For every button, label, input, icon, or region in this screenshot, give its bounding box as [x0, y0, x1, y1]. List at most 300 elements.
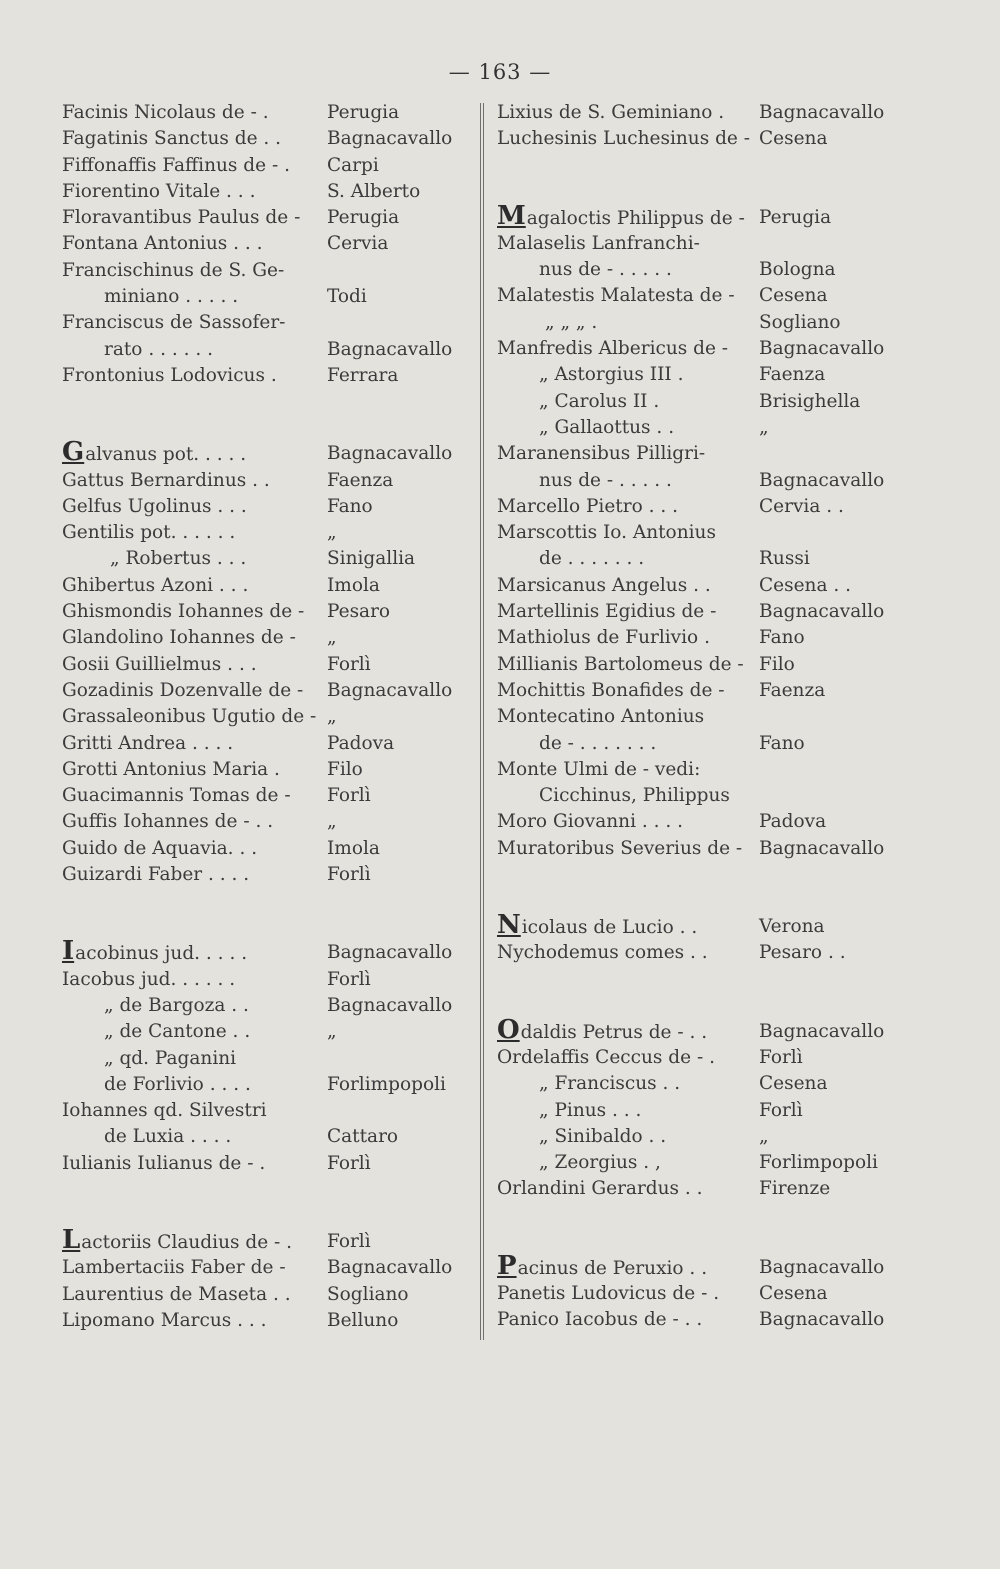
entry-name	[62, 258, 284, 284]
index-entry	[497, 126, 927, 152]
entry-name-text: Gentilis pot. . . . . .	[62, 522, 236, 544]
index-entry	[497, 231, 927, 257]
entry-place: Forlimpopoli	[759, 1152, 878, 1174]
entry-name-text: Gosii Guillielmus . . .	[62, 653, 257, 675]
entry-name-text: Fontana Antonius . . .	[62, 233, 263, 255]
entry-name	[497, 757, 700, 783]
entry-name-text: Moro Giovanni . . . .	[497, 811, 684, 833]
entry-name	[62, 1224, 293, 1256]
entry-place: Forlì	[327, 968, 371, 990]
decorative-initial: L	[62, 1224, 81, 1255]
entry-place: Bagnacavallo	[327, 679, 453, 701]
entry-name	[497, 573, 711, 599]
letter-section	[497, 1014, 927, 1203]
index-entry	[497, 1071, 927, 1097]
index-entry	[497, 940, 927, 966]
entry-name-text: Malaselis Lanfranchi-	[497, 232, 700, 254]
entry-name	[497, 494, 678, 520]
index-entry	[62, 126, 472, 152]
index-entry	[62, 100, 472, 126]
index-entry	[62, 1255, 472, 1281]
entry-name	[104, 1046, 236, 1072]
entry-place: Bagnacavallo	[327, 1257, 453, 1279]
entry-place: Cervia . .	[759, 495, 844, 517]
entry-name-text: Frontonius Lodovicus .	[62, 364, 277, 386]
entry-name-text: Cicchinus, Philippus	[539, 785, 730, 807]
entry-name	[497, 910, 698, 941]
index-entry	[497, 809, 927, 835]
entry-name	[497, 441, 705, 467]
entry-name-text: Mathiolus de Furlivio .	[497, 627, 710, 649]
entry-name-text: Lambertaciis Faber de -	[62, 1257, 286, 1279]
entry-place: S. Alberto	[327, 180, 421, 202]
entry-name-text: „ Zeorgius . ,	[539, 1152, 661, 1174]
index-entry	[497, 415, 927, 441]
entry-name	[62, 1308, 267, 1334]
index-entry	[62, 1308, 472, 1334]
entry-name-text: Guido de Aquavia. . .	[62, 837, 258, 859]
index-entry	[497, 1045, 927, 1071]
entry-name	[62, 573, 248, 599]
entry-place: Cesena	[759, 1282, 828, 1304]
entry-name	[62, 936, 248, 967]
index-entry	[62, 258, 472, 284]
entry-place: Bologna	[759, 259, 836, 281]
entry-place: Padova	[327, 732, 395, 754]
entry-name-text: Facinis Nicolaus de - .	[62, 102, 269, 123]
index-entry	[497, 783, 927, 809]
entry-place: Forlì	[327, 1152, 371, 1174]
entry-name	[62, 179, 255, 205]
entry-name	[62, 783, 291, 809]
entry-name	[62, 704, 316, 730]
entry-name-text: Panico Iacobus de - . .	[497, 1309, 703, 1331]
entry-place: Perugia	[327, 207, 400, 229]
entry-name	[62, 153, 290, 179]
entry-name	[62, 652, 257, 678]
entry-place: Cervia	[327, 233, 389, 255]
index-entry	[62, 625, 472, 651]
entry-name-text: Ghismondis Iohannes de -	[62, 601, 305, 623]
entry-place: Brisighella	[759, 390, 861, 412]
entry-name-text: Fiorentino Vitale . . .	[62, 180, 256, 202]
entry-name-text: nus de - . . . . .	[539, 259, 672, 281]
entry-name	[497, 1045, 715, 1071]
entry-place: Cesena	[759, 128, 828, 150]
entry-name	[62, 1282, 291, 1308]
entry-place: „	[759, 416, 769, 438]
entry-name-text: actoriis Claudius de - .	[81, 1231, 293, 1253]
index-entry	[497, 310, 927, 336]
index-entry	[62, 179, 472, 205]
index-entry	[62, 731, 472, 757]
entry-name	[62, 731, 233, 757]
entry-name	[62, 836, 257, 862]
entry-name	[104, 993, 249, 1019]
index-entry	[497, 652, 927, 678]
index-entry	[62, 757, 472, 783]
entry-name-text: Gritti Andrea . . . .	[62, 732, 234, 754]
index-entry	[497, 200, 927, 231]
entry-name-text: Marscottis Io. Antonius	[497, 522, 716, 544]
letter-section	[62, 437, 472, 888]
entry-name	[62, 862, 249, 888]
entry-place: Forlì	[759, 1099, 803, 1121]
entry-name	[539, 257, 672, 283]
entry-name	[497, 1281, 719, 1307]
entry-name	[497, 200, 745, 232]
index-entry	[62, 967, 472, 993]
index-entry	[497, 1307, 927, 1333]
index-entry	[62, 993, 472, 1019]
entry-name	[539, 415, 674, 441]
index-entry	[497, 599, 927, 625]
entry-name	[497, 126, 750, 152]
entry-name	[62, 809, 273, 835]
index-entry	[62, 437, 472, 468]
entry-name-text: Floravantibus Paulus de -	[62, 207, 301, 229]
entry-name	[497, 1176, 703, 1202]
entry-name	[497, 1307, 702, 1333]
section-gap	[62, 888, 472, 940]
index-entry	[497, 362, 927, 388]
entry-name	[62, 231, 263, 257]
decorative-initial: I	[62, 936, 75, 967]
index-entry	[62, 337, 472, 363]
column-divider	[480, 103, 484, 1340]
entry-name	[497, 652, 744, 678]
index-entry	[62, 1282, 472, 1308]
section-gap	[497, 862, 927, 914]
index-entry	[62, 809, 472, 835]
entry-name-text: „ Carolus II .	[539, 390, 660, 412]
entry-place: Faenza	[327, 469, 394, 491]
entry-name-text: Gelfus Ugolinus . . .	[62, 495, 247, 517]
entry-place: Fano	[327, 495, 373, 517]
entry-place: Pesaro . .	[759, 942, 846, 964]
entry-name-text: Laurentius de Maseta . .	[62, 1283, 291, 1305]
entry-name	[539, 1098, 641, 1124]
entry-name-text: Orlandini Gerardus . .	[497, 1178, 703, 1200]
index-entry	[62, 1098, 472, 1124]
entry-place: Bagnacavallo	[759, 1256, 885, 1278]
entry-place: Forlì	[327, 864, 371, 886]
index-entry	[62, 1019, 472, 1045]
entry-place: Fano	[759, 732, 805, 754]
entry-name-text: Guffis Iohannes de - . .	[62, 811, 274, 833]
entry-place: Todi	[327, 286, 367, 308]
entry-name-text: de Forlivio . . . .	[104, 1073, 251, 1095]
entry-name	[497, 809, 683, 835]
entry-name-text: „ Robertus . . .	[110, 548, 247, 570]
entry-place: Forlì	[327, 1230, 371, 1252]
entry-name-text: daldis Petrus de - . .	[520, 1021, 708, 1043]
entry-name-text: Franciscus de Sassofer-	[62, 312, 286, 334]
decorative-initial: O	[497, 1014, 520, 1045]
entry-name	[62, 599, 304, 625]
index-entry	[497, 389, 927, 415]
entry-place: Imola	[327, 837, 380, 859]
letter-section	[497, 200, 927, 862]
index-entry	[497, 1014, 927, 1045]
entry-name-text: Ghibertus Azoni . . .	[62, 574, 249, 596]
entry-name-text: Marcello Pietro . . .	[497, 495, 678, 517]
entry-place: Bagnacavallo	[759, 1309, 885, 1331]
entry-name	[497, 520, 716, 546]
entry-name-text: alvanus pot. . . . .	[85, 444, 247, 466]
entry-place: Sinigallia	[327, 548, 416, 570]
entry-name	[497, 678, 725, 704]
index-entry	[62, 678, 472, 704]
entry-name-text: Fiffonaffis Faffinus de - .	[62, 154, 290, 176]
index-entry	[497, 731, 927, 757]
entry-place: Firenze	[759, 1178, 831, 1200]
entry-place: „	[759, 1125, 769, 1147]
entry-name	[497, 940, 708, 966]
entry-name	[497, 704, 704, 730]
entry-name-text: Luchesinis Luchesinus de -	[497, 128, 751, 150]
entry-place: Ferrara	[327, 364, 399, 386]
entry-name-text: nus de - . . . . .	[539, 469, 672, 491]
entry-name-text: Muratoribus Severius de -	[497, 837, 743, 859]
entry-name-text: Mochittis Bonafides de -	[497, 679, 725, 701]
entry-name	[62, 678, 303, 704]
entry-place: Bagnacavallo	[327, 338, 453, 360]
letter-section	[62, 100, 472, 389]
index-entry	[62, 599, 472, 625]
entry-place: Russi	[759, 548, 810, 570]
entry-name-text: Iacobus jud. . . . . .	[62, 968, 236, 990]
entry-name-text: „ qd. Paganini	[104, 1047, 237, 1069]
index-entry	[497, 1281, 927, 1307]
index-entry	[497, 1098, 927, 1124]
entry-name	[62, 1255, 286, 1281]
index-entry	[62, 1224, 472, 1255]
index-entry	[62, 652, 472, 678]
index-entry	[62, 363, 472, 389]
index-entry	[497, 546, 927, 572]
entry-place: Forlì	[759, 1046, 803, 1068]
entry-name	[62, 1098, 267, 1124]
entry-name-text: de - . . . . . . .	[539, 732, 657, 754]
entry-name	[539, 389, 659, 415]
entry-name-text: „ Astorgius III .	[539, 364, 684, 386]
entry-name	[497, 599, 716, 625]
entry-place: Filo	[327, 758, 363, 780]
index-entry	[62, 231, 472, 257]
entry-place: Cesena	[759, 285, 828, 307]
page-number: — 163 —	[448, 60, 552, 84]
entry-name-text: Ordelaffis Ceccus de - .	[497, 1046, 715, 1068]
index-entry	[497, 757, 927, 783]
entry-name	[110, 546, 246, 572]
index-entry	[497, 573, 927, 599]
entry-name	[497, 100, 724, 126]
entry-name	[497, 336, 728, 362]
entry-name-text: Nychodemus comes . .	[497, 942, 708, 964]
index-entry	[62, 153, 472, 179]
entry-place: Faenza	[759, 679, 826, 701]
index-entry	[62, 468, 472, 494]
index-entry	[62, 836, 472, 862]
entry-place: Padova	[759, 811, 827, 833]
index-entry	[62, 1124, 472, 1150]
index-entry	[497, 100, 927, 126]
entry-name-text: Lipomano Marcus . . .	[62, 1309, 267, 1331]
entry-place: Cesena	[759, 1073, 828, 1095]
entry-name	[497, 231, 700, 257]
entry-name	[62, 100, 269, 126]
entry-place: Forlimpopoli	[327, 1073, 446, 1095]
entry-name-text: „ Sinibaldo . .	[539, 1125, 667, 1147]
index-entry	[497, 1124, 927, 1150]
entry-place: Forlì	[327, 653, 371, 675]
entry-name	[104, 284, 238, 310]
entry-place: Imola	[327, 574, 380, 596]
index-entry	[497, 468, 927, 494]
entry-name	[539, 546, 644, 572]
entry-name	[539, 783, 730, 809]
right-column	[497, 100, 927, 1334]
entry-name-text: Panetis Ludovicus de - .	[497, 1282, 720, 1304]
entry-name	[539, 468, 672, 494]
entry-place: Cattaro	[327, 1126, 399, 1148]
entry-name-text: Gattus Bernardinus . .	[62, 469, 270, 491]
entry-name-text: Guacimannis Tomas de -	[62, 785, 291, 807]
entry-name-text: de . . . . . . .	[539, 548, 645, 570]
entry-name	[104, 1019, 250, 1045]
entry-place: Bagnacavallo	[759, 102, 885, 123]
index-entry	[62, 783, 472, 809]
entry-name	[539, 1124, 666, 1150]
entry-name-text: Iulianis Iulianus de - .	[62, 1152, 266, 1174]
entry-place: Sogliano	[759, 311, 841, 333]
entry-name-text: „ de Bargoza . .	[104, 994, 249, 1016]
entry-name	[497, 1250, 708, 1282]
letter-section	[497, 910, 927, 967]
entry-name	[539, 731, 656, 757]
entry-name-text: Guizardi Faber . . . .	[62, 864, 250, 886]
entry-place: Bagnacavallo	[759, 601, 885, 623]
entry-name-text: Iohannes qd. Silvestri	[62, 1100, 267, 1122]
index-entry	[62, 520, 472, 546]
entry-name	[62, 468, 270, 494]
entry-place: „	[327, 627, 337, 649]
entry-name-text: icolaus de Lucio . .	[521, 917, 698, 939]
index-entry	[497, 704, 927, 730]
entry-place: Fano	[759, 627, 805, 649]
entry-name-text: Grotti Antonius Maria .	[62, 758, 280, 780]
index-entry	[497, 494, 927, 520]
index-entry	[497, 257, 927, 283]
entry-name	[62, 437, 247, 468]
entry-name	[62, 967, 235, 993]
index-entry	[62, 310, 472, 336]
index-entry	[62, 494, 472, 520]
entry-place: Bagnacavallo	[327, 942, 453, 964]
entry-place: Filo	[759, 653, 795, 675]
entry-name	[104, 1072, 251, 1098]
entry-place: Sogliano	[327, 1283, 409, 1305]
entry-name-text: miniano . . . . .	[104, 286, 239, 308]
entry-name	[545, 310, 597, 336]
letter-section	[497, 100, 927, 153]
entry-name-text: Maranensibus Pilligri-	[497, 443, 706, 465]
entry-name-text: Martellinis Egidius de -	[497, 601, 717, 623]
entry-name	[62, 126, 281, 152]
entry-place: „	[327, 522, 337, 544]
entry-name	[497, 625, 710, 651]
entry-name	[497, 836, 742, 862]
entry-name	[104, 1124, 231, 1150]
entry-place: Belluno	[327, 1309, 399, 1331]
entry-name	[62, 625, 296, 651]
section-gap	[497, 153, 927, 205]
index-entry	[497, 1250, 927, 1281]
entry-name	[539, 1071, 680, 1097]
entry-place: „	[327, 811, 337, 833]
index-entry	[497, 910, 927, 941]
entry-name	[62, 205, 300, 231]
section-gap	[497, 967, 927, 1019]
index-entry	[497, 336, 927, 362]
decorative-initial: P	[497, 1250, 517, 1281]
entry-name	[62, 1151, 265, 1177]
entry-name-text: acobinus jud. . . . .	[75, 943, 248, 965]
entry-name-text: Francischinus de S. Ge-	[62, 259, 285, 281]
entry-name-text: „ Franciscus . .	[539, 1073, 681, 1095]
index-entry	[497, 520, 927, 546]
index-entry	[497, 1150, 927, 1176]
section-gap	[497, 1203, 927, 1255]
entry-name	[497, 283, 735, 309]
letter-section	[497, 1250, 927, 1334]
entry-name	[62, 310, 285, 336]
entry-name-text: Manfredis Albericus de -	[497, 338, 729, 360]
section-gap	[62, 389, 472, 441]
entry-place: Perugia	[327, 102, 400, 123]
entry-place: Bagnacavallo	[759, 837, 885, 859]
entry-name-text: Glandolino Iohannes de -	[62, 627, 296, 649]
entry-name	[539, 1150, 661, 1176]
index-entry	[497, 441, 927, 467]
left-column	[62, 100, 472, 1334]
entry-name-text: „ „ „ .	[545, 311, 598, 333]
entry-name	[539, 362, 683, 388]
entry-name	[62, 520, 235, 546]
entry-place: Faenza	[759, 364, 826, 386]
entry-place: Perugia	[759, 206, 832, 228]
entry-place: Bagnacavallo	[327, 994, 453, 1016]
entry-name-text: Marsicanus Angelus . .	[497, 574, 711, 596]
index-entry	[497, 1176, 927, 1202]
index-entry	[62, 1151, 472, 1177]
index-entry	[497, 678, 927, 704]
entry-name-text: Malatestis Malatesta de -	[497, 285, 735, 307]
index-entry	[62, 1046, 472, 1072]
index-entry	[497, 836, 927, 862]
entry-place: „	[327, 706, 337, 728]
entry-name-text: de Luxia . . . .	[104, 1126, 232, 1148]
index-entry	[497, 625, 927, 651]
entry-name-text: acinus de Peruxio . .	[517, 1257, 708, 1279]
letter-section	[62, 936, 472, 1177]
entry-place: Pesaro	[327, 601, 391, 623]
entry-name-text: „ Pinus . . .	[539, 1099, 642, 1121]
section-gap	[62, 1177, 472, 1229]
entry-name-text: agaloctis Philippus de -	[526, 207, 745, 229]
entry-name	[104, 337, 213, 363]
